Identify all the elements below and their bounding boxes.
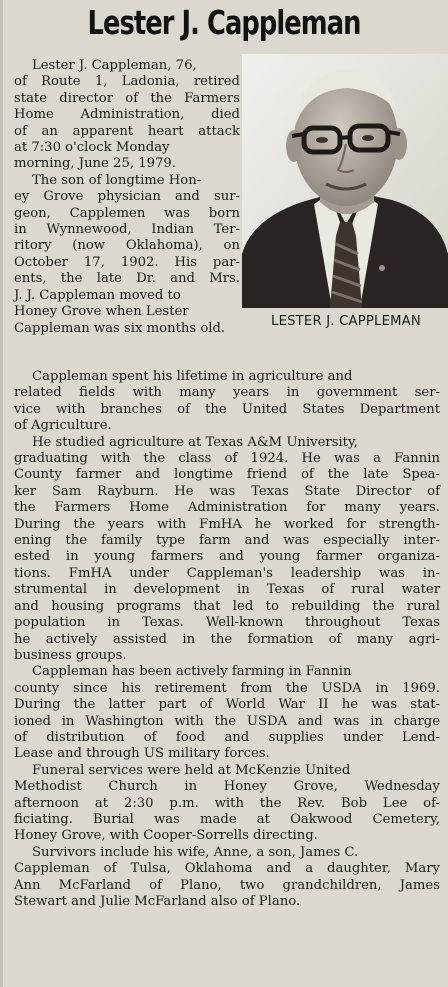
body-line: tions. FmHA under Cappleman's leadership was in- <box>14 565 440 581</box>
column-line: October 17, 1902. His par- <box>14 254 240 270</box>
photo-caption: LESTER J. CAPPLEMAN <box>271 314 421 329</box>
body-line: Honey Grove, with Cooper-Sorrells directing. <box>14 828 318 844</box>
article-body <box>14 369 440 910</box>
body-line: He studied agriculture at Texas A&M University, <box>32 434 358 450</box>
body-line: business groups. <box>14 647 127 663</box>
body-line: Methodist Church in Honey Grove, Wednesday <box>14 779 440 795</box>
column-line: in Wynnewood, Indian Ter- <box>14 222 240 238</box>
body-line: Stewart and Julie McFarland also of Plano. <box>14 894 301 909</box>
body-line: ioned in Washington with the USDA and was in charge <box>14 713 440 729</box>
column-line: state director of the Farmers <box>14 90 240 106</box>
body-line: Cappleman has been actively farming in Fannin <box>32 664 352 680</box>
body-line: Ann McFarland of Plano, two grandchildren, James <box>14 877 440 893</box>
body-line: ested in young farmers and young farmer organiza- <box>14 549 440 565</box>
column-line: morning, June 25, 1979. <box>14 156 176 172</box>
body-line: county since his retirement from the USDA in 1969. <box>14 680 440 696</box>
column-line: Home Administration, died <box>14 107 240 123</box>
portrait-photo <box>242 54 448 308</box>
body-line: related fields with many years in government ser- <box>14 385 440 401</box>
column-line: The son of longtime Hon- <box>32 172 202 188</box>
column-line: ey Grove physician and sur- <box>14 189 240 205</box>
body-line: of distribution of food and supplies under Lend- <box>14 729 440 745</box>
body-line: During the years with FmHA he worked for strength- <box>14 516 440 532</box>
intro-column <box>14 58 240 337</box>
body-line: the Farmers Home Administration for many years. <box>14 500 440 516</box>
body-line: Survivors include his wife, Anne, a son, James C. <box>32 844 359 860</box>
column-line: of an apparent heart attack <box>14 123 240 139</box>
body-line: Cappleman of Tulsa, Oklahoma and a daughter, Mary <box>14 861 440 877</box>
body-line: Lease and through US military forces. <box>14 746 270 762</box>
body-line: of Agriculture. <box>14 418 112 434</box>
body-line: he actively assisted in the formation of many agri- <box>14 631 440 647</box>
body-line: vice with branches of the United States Department <box>14 401 440 417</box>
column-line: at 7:30 o'clock Monday <box>14 140 170 156</box>
body-line: population in Texas. Well-known throughout Texas <box>14 615 440 631</box>
column-line: of Route 1, Ladonia, retired <box>14 74 240 90</box>
column-line: J. J. Cappleman moved to <box>14 287 181 303</box>
body-line: and housing programs that led to rebuilding the rural <box>14 598 440 614</box>
page-margin-rule <box>0 0 3 987</box>
column-line: Honey Grove when Lester <box>14 304 189 320</box>
headline: Lester J. Cappleman <box>87 3 361 42</box>
body-line: Cappleman spent his lifetime in agriculture and <box>32 369 353 384</box>
column-line: ents, the late Dr. and Mrs. <box>14 271 240 287</box>
body-line: Funeral services were held at McKenzie United <box>32 762 351 778</box>
column-line: ritory (now Oklahoma), on <box>14 238 240 254</box>
body-line: County farmer and longtime friend of the late Spea- <box>14 467 440 483</box>
body-line: ening the family type farm and was especially inter- <box>14 533 440 549</box>
body-line: afternoon at 2:30 p.m. with the Rev. Bob Lee of- <box>14 795 440 811</box>
body-line: ficiating. Burial was made at Oakwood Cemetery, <box>14 811 440 827</box>
body-line: strumental in development in Texas of rural water <box>14 582 440 598</box>
column-line: Lester J. Cappleman, 76, <box>32 58 197 73</box>
body-line: During the latter part of World War II he was stat- <box>14 697 440 713</box>
body-line: ker Sam Rayburn. He was Texas State Director of <box>14 483 440 499</box>
column-line: Cappleman was six months old. <box>14 320 226 336</box>
column-line: geon, Capplemen was born <box>14 205 240 221</box>
body-line: graduating with the class of 1924. He was a Fannin <box>14 451 440 467</box>
